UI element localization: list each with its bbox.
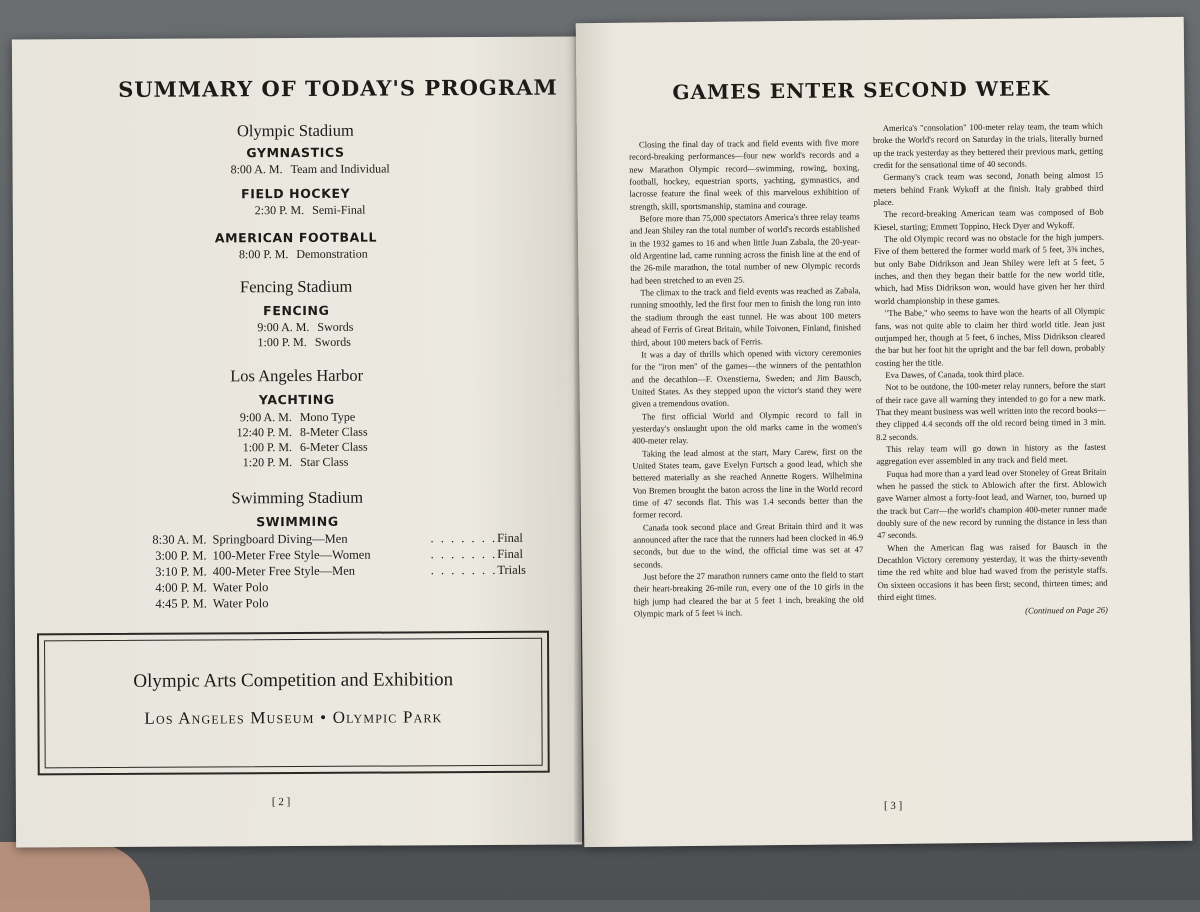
paragraph: Eva Dawes, of Canada, took third place. [885, 368, 1025, 380]
program-title: SUMMARY OF TODAY'S PROGRAM [118, 74, 558, 102]
paragraph: America's "consolation" 100-meter relay team, the team which broke the World's record on Saturday in the trials, literally burned up the track yesterday as they bettered their previous mark, getting credit for the sensational time of 40 seconds. [872, 120, 1104, 171]
event-row: 1:00 P. M. 6-Meter Class [242, 439, 368, 455]
paragraph: Taking the lead almost at the start, Mary Carew, first on the United States team, gave Evelyn Furtsch a good lead, which she bettered materially as she reached Annette Rogers. Wilhelmina Von Bremen brought the baton across the line in the World record time of 47 seconds flat. This was 1.4 seconds better than the former record. [632, 445, 863, 520]
event-row: 12:40 P. M. 8-Meter Class [236, 424, 368, 440]
venue-title: Swimming Stadium [231, 487, 364, 508]
event-row: 8:00 A. M. Team and Individual [230, 161, 390, 177]
event-row: 3:10 P. M. 400-Meter Free Style—Men . . . . . . .Trials [155, 562, 527, 579]
event-row: 1:00 P. M. Swords [257, 334, 351, 350]
sport-title: FENCING [263, 302, 330, 319]
paragraph: The climax to the track and field events was reached as Zabala, running smoothly, led the first four men to finish the long run into the stadium through the east tunnel. He was about 100 meters ahead of Ferris of Great Britain, while Toivonen, Finland, finished third, about 100 meters back of Ferris. [630, 285, 861, 348]
paragraph: Just before the 27 marathon runners came onto the field to start their heart-breaking 26-mile run, every one of the 10 girls in the high jump had cleared the bar at 5 feet 1 inch, breaking the old Olympic mark of 5 feet ¼ inch. [633, 569, 864, 619]
arts-exhibition-box [37, 631, 550, 776]
event-row: 9:00 A. M. Mono Type [239, 409, 356, 425]
right-page [576, 17, 1193, 847]
article-column-1 [629, 136, 864, 620]
paragraph: Fuqua had more than a yard lead over Stoneley of Great Britain when he passed the stick to Ablowich after the first. Ablowich gave Warner almost a forty-foot lead, and Warner, too, burned up the track but Carr—the world's champion 400-meter runner made doubly sure of the new record by running the distance in less than 47 seconds. [876, 466, 1107, 541]
page-number: [ 3 ] [883, 799, 903, 813]
continued-note: (Continued on Page 26) [1025, 605, 1108, 616]
paragraph: Canada took second place and Great Britain third and it was announced after the race that the runners had been clocked in 46.9 seconds, but due to the wind, the official time was set at 47 seconds. [633, 519, 864, 570]
event-row: 2:30 P. M. Semi-Final [254, 202, 366, 218]
sport-title: GYMNASTICS [246, 144, 345, 161]
sport-title: AMERICAN FOOTBALL [214, 229, 378, 246]
sport-title: YACHTING [258, 391, 335, 408]
event-row: 9:00 A. M. Swords [257, 319, 354, 335]
paragraph: This relay team will go down in history as the fastest aggregation ever assembled in any track and field meet. [876, 441, 1107, 467]
event-row: 3:00 P. M. 100-Meter Free Style—Women . . . . . . .Final [155, 546, 523, 563]
venue-title: Olympic Stadium [236, 120, 354, 141]
event-row: 4:45 P. M. Water Polo [155, 596, 269, 611]
arts-box-line2: Los Angeles Museum • Olympic Park [144, 707, 443, 728]
event-row: 1:20 P. M. Star Class [242, 454, 349, 470]
sport-title: SWIMMING [256, 513, 339, 530]
paragraph: Closing the final day of track and field events with five more record-breaking performances—four new world's records and a new Marathon Olympic record—swimming, rowing, boxing, football, hockey, equestrian sports, yachting, gymnastics, and lacrosse feature the final week of this marvelous exhibition of strength, skill, sportsmanship, stamina and courage. [629, 137, 860, 212]
paragraph: Before more than 75,000 spectators America's three relay teams and Jean Shiley ran the total number of world's records established in the 1932 games to 16 and when little Juan Zabala, the 20-year-old Argentine lad, came running across the finish line at the end of the 26-mile marathon, the total number of new Olympic records had been stretched to an even 25. [629, 211, 861, 286]
venue-title: Fencing Stadium [239, 276, 353, 297]
arts-box-line1: Olympic Arts Competition and Exhibition [133, 669, 454, 692]
paragraph: The record-breaking American team was composed of Bob Kiesel, starting; Emmett Toppino, Heck Dyer and Wykoff. [873, 207, 1104, 232]
left-page [12, 37, 582, 848]
venue-title: Los Angeles Harbor [230, 365, 364, 386]
paragraph: "The Babe," who seems to have won the hearts of all Olympic fans, was not quite able to claim her third world title. Jean just outjumped her, though at 5 feet, 6 inches, Miss Didrikson cleared the bar but her foot hit the upright and the bar fell down, probably costing her the title. [874, 305, 1106, 368]
event-row: 8:30 A. M. Springboard Diving—Men . . . . . . .Final [152, 530, 523, 547]
event-row: 8:00 P. M. Demonstration [238, 246, 368, 262]
page-number: [ 2 ] [271, 796, 291, 809]
paragraph: Germany's crack team was second, Jonath being almost 15 meters behind Frank Wykoff at the finish. Italy grabbed third place. [873, 170, 1104, 208]
article-column-2 [873, 120, 1108, 619]
paragraph: The first official World and Olympic record to fall in yesterday's onslaught upon the old marks came in the women's 400-meter relay. [631, 408, 862, 446]
paragraph: The old Olympic record was no obstacle for the high jumpers. Five of them bettered the former world mark of 5 feet, 3⅜ inches, but only Babe Didrikson and Jean Shiley were left at 5 feet, 5 inches, and then they began their battle for the new world title, which, had Miss Didrikson won, would have given her her third world championship in these games. [874, 231, 1105, 306]
sport-title: FIELD HOCKEY [241, 185, 351, 202]
article-title: GAMES ENTER SECOND WEEK [672, 76, 1051, 105]
paragraph: Not to be outdone, the 100-meter relay runners, before the start of their race gave all warning they intended to go for a new mark. That they meant business was well written into the record books—they clipped 4.4 seconds off the old record being timed in 3 min. 8.2 seconds. [875, 379, 1106, 442]
paragraph: When the American flag was raised for Bausch in the Decathlon Victory ceremony yesterday, it was the thirty-seventh time the red white and blue had waved from the peristyle staffs. On sixteen occasions it has been first; second, thirteen times; and third eight times. [877, 540, 1108, 603]
paragraph: It was a day of thrills which opened with victory ceremonies for the "iron men" of the games—the winners of the pentathlon and the decathlon—F. Oxenstierna, Sweden; and Jim Bausch, United States. As they stepped upon the victor's stand they were given a tremendous ovation. [631, 347, 862, 409]
event-row: 4:00 P. M. Water Polo [155, 580, 269, 595]
